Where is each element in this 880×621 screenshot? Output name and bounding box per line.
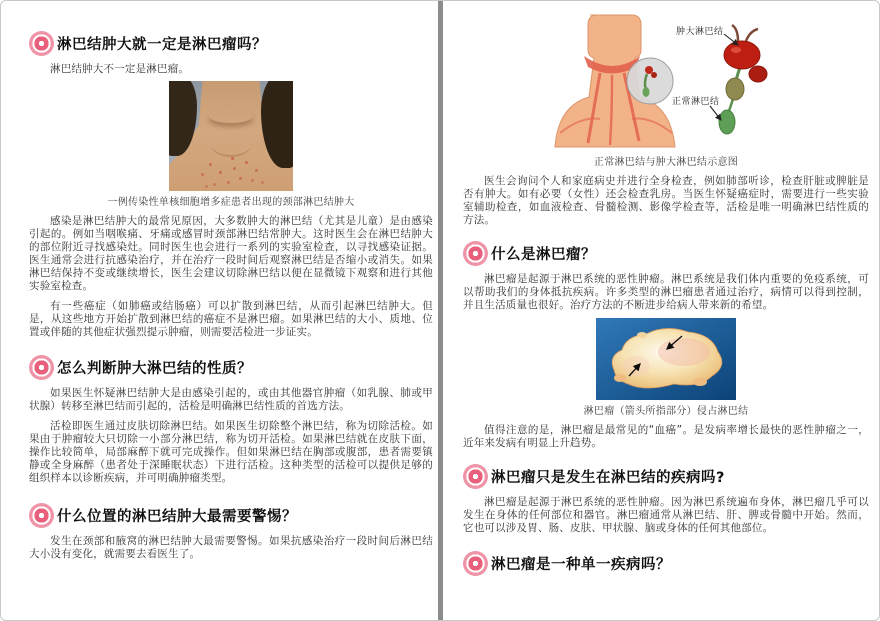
neck-photo-figure: [29, 81, 433, 208]
paragraph: 淋巴瘤是起源于淋巴系统的恶性肿瘤。淋巴系统是我们体内重要的免疫系统，可以帮助我们的身体抵抗疾病。许多类型的淋巴瘤患者通过治疗，病情可以得到控制，并且生活质量也很好。治疗方法的不断进步给病人带来新的希望。: [463, 273, 869, 311]
normal-node-shape: [719, 110, 735, 134]
specimen-caption: 淋巴瘤（箭头所指部分）侵占淋巴结: [583, 406, 749, 417]
magnified-red-node: [645, 66, 653, 74]
intro-paragraph: 淋巴结肿大不一定是淋巴瘤。: [50, 63, 190, 75]
specimen-pink-tint: [658, 338, 710, 366]
paragraph: 值得注意的是，淋巴瘤是最常见的“血癌”。是发病率增长最快的恶性肿瘤之一，近年来发病有明显上升趋势。: [463, 424, 869, 449]
paragraph: 如果医生怀疑淋巴结肿大是由感染引起的，或由其他器官肿瘤（如乳腺、肺或甲状腺）转移至淋巴结而引起的，活检是明确淋巴结性质的首选方法。: [29, 387, 433, 412]
target-bullet-icon: [29, 503, 54, 528]
normal-node-label: 正常淋巴结: [672, 97, 720, 107]
enlarged-node-shape: [724, 41, 760, 69]
lymph-diagram-figure: [463, 11, 869, 168]
question-heading-3: [29, 503, 433, 528]
specimen-lump: [637, 332, 647, 338]
target-bullet-icon: [29, 31, 54, 56]
heading-text: 淋巴瘤是一种单一疾病吗？: [491, 557, 671, 573]
paragraph: 活检即医生通过皮肤切除淋巴结。如果医生切除整个淋巴结，称为切除活检。如果由于肿瘤较大只切除一小部分淋巴结，称为切开活检。如果淋巴结就在皮肤下面，操作比较简单，局部麻醉下就可完成操作。但如果淋巴结在胸部或腹部，患者需要镇静或全身麻醉（患者处于深睡眠状态）下进行活检。这种类型的活检可以提供足够的组织样本以诊断疾病，并可明确肿瘤类型。: [29, 420, 433, 484]
diagram-caption: 正常淋巴结与肿大淋巴结示意图: [593, 157, 739, 168]
specimen-pink-tint: [622, 356, 650, 376]
specimen-photo-figure: [463, 318, 869, 417]
target-bullet-icon: [463, 464, 488, 489]
question-heading-6: [463, 551, 869, 576]
page-divider: [438, 1, 443, 621]
question-heading-2: [29, 355, 433, 380]
right-page: [463, 11, 869, 576]
neck-crease-shape: [210, 129, 252, 157]
left-page: [29, 31, 433, 561]
magnifier-circle: [627, 58, 673, 104]
heading-text: 什么是淋巴瘤？: [491, 247, 596, 263]
heading-text: 怎么判断肿大淋巴结的性质？: [57, 361, 252, 377]
specimen-lump: [614, 374, 626, 382]
paragraph: 发生在颈部和腋窝的淋巴结肿大最需要警惕。如果抗感染治疗一段时间后淋巴结大小没有变化，就需要去看医生了。: [29, 535, 433, 560]
target-bullet-icon: [463, 551, 488, 576]
target-bullet-icon: [463, 241, 488, 266]
heading-text: 什么位置的淋巴结肿大最需要警惕？: [57, 509, 297, 525]
heading-text: 淋巴结肿大就一定是淋巴瘤吗？: [57, 37, 267, 53]
label-arrow: [710, 106, 721, 120]
jaw-shadow-shape: [209, 109, 254, 123]
target-bullet-icon: [29, 355, 54, 380]
lymphoma-specimen-photo: [596, 318, 736, 400]
magnified-red-node: [651, 72, 657, 78]
node-stem: [729, 99, 733, 111]
paragraph: 有一些癌症（如肺癌或结肠癌）可以扩散到淋巴结，从而引起淋巴结肿大。但是，从这些地方开始扩散到淋巴结的癌症不是淋巴瘤。如果淋巴结的大小、质地、位置或伴随的其他症状强烈提示肿瘤，则需要活检进一步证实。: [29, 300, 433, 338]
question-heading-5: [463, 464, 869, 489]
heading-text: 淋巴瘤只是发生在淋巴结的疾病吗?: [491, 470, 725, 486]
magnified-green-node: [643, 87, 650, 97]
neck-photo: [169, 81, 293, 191]
transition-node-shape: [726, 78, 744, 100]
specimen-lump: [693, 378, 707, 386]
enlarged-node-label: 肿大淋巴结: [676, 27, 724, 37]
paragraph: 医生会询问个人和家庭病史并进行全身检查，例如肺部听诊，检查肝脏或脾脏是否有肿大。如有必要（女性）还会检查乳房。当医生怀疑癌症时，需要进行一些实验室辅助检查，如血液检查、骨髓检测、影像学检查等，活检是唯一明确淋巴结性质的方法。: [463, 175, 869, 226]
neck-photo-caption: 一例传染性单核细胞增多症患者出现的颈部淋巴结肿大: [107, 197, 355, 208]
paragraph: 淋巴瘤是起源于淋巴系统的恶性肿瘤。因为淋巴系统遍布身体，淋巴瘤几乎可以发生在身体的任何部位和器官。淋巴瘤通常从淋巴结、肝、脾或骨髓中开始。然而，它也可以涉及胃、肠、皮肤、甲状腺、脑或身体的任何其他部位。: [463, 496, 869, 534]
question-heading-4: [463, 241, 869, 266]
enlarged-node-small-shape: [749, 66, 767, 82]
lymph-node-diagram: [550, 11, 782, 151]
enlarged-node-highlight: [731, 47, 741, 53]
question-heading-1: [29, 31, 433, 56]
paragraph: 感染是淋巴结肿大的最常见原因，大多数肿大的淋巴结（尤其是儿童）是由感染引起的。例如当咽喉痛、牙痛或感冒时颈部淋巴结常肿大。这时医生会在淋巴结肿大的部位附近寻找感染灶。同时医生也会进行一系列的实验室检查，以寻找感染证据。医生通常会进行抗感染治疗，并在治疗一段时间后观察淋巴结是否缩小或消失。如果淋巴结保持不变或继续增长，医生会建议切除淋巴结以便在显微镜下观察和进行其他实验室检查。: [29, 215, 433, 292]
rash-dots: [231, 157, 234, 160]
node-vessel: [732, 25, 758, 41]
